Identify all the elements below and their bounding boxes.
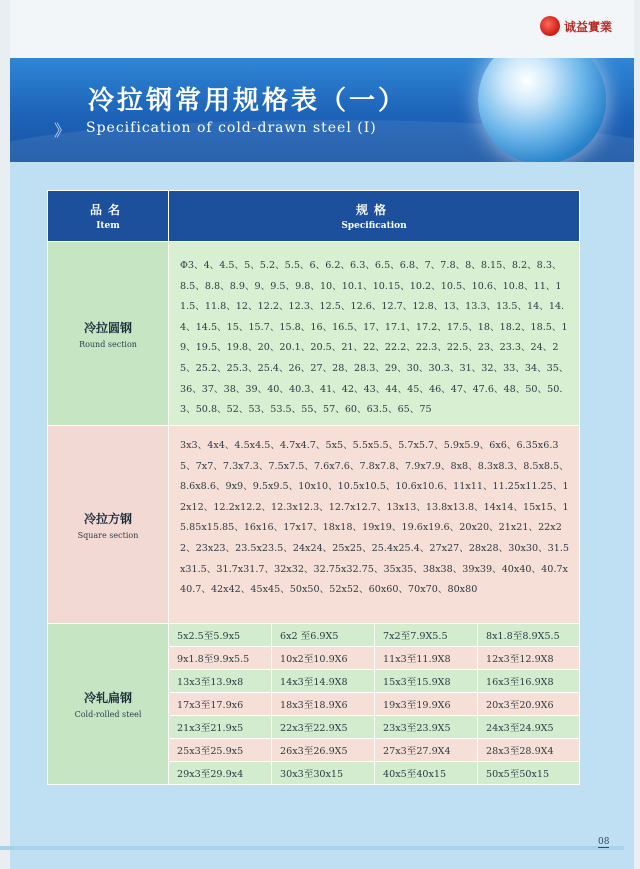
flat-cell: 19x3至19.9X6	[375, 693, 478, 716]
flat-cell: 29x3至29.9x4	[169, 762, 272, 785]
page-title: 冷拉钢常用规格表（一）	[88, 86, 408, 116]
flat-cell: 23x3至23.9X5	[375, 716, 478, 739]
title-banner	[10, 58, 634, 162]
flat-cell: 16x3至16.9X8	[478, 670, 580, 693]
flat-cell: 21x3至21.9x5	[169, 716, 272, 739]
flat-cell: 14x3至14.9X8	[272, 670, 375, 693]
company-logo	[540, 16, 612, 36]
logo-emblem-icon	[540, 16, 560, 36]
flat-cell: 9x1.8至9.9x5.5	[169, 647, 272, 670]
flat-cell: 22x3至22.9X5	[272, 716, 375, 739]
header-specification: 规格 Specification	[169, 191, 580, 242]
flat-cell: 12x3至12.9X8	[478, 647, 580, 670]
square-section-specs: 3x3、4x4、4.5x4.5、4.7x4.7、5x5、5.5x5.5、5.7x5.7、5.9x5.9、6x6、6.35x6.35、7x7、7.3x7.3、7.5x7.5、7.6x7.6、7.8x7.8、7.9x7.9、8x8、8.3x8.3、8.5x8.5、8.6x8.6、9x9、9.5x9.5、10x10、10.5x10.5、10.6x10.6、11x11、11.25x11.25、12x12、12.2x12.2、12.3x12.3、12.7x12.7、13x13、13.8x13.8、14x14、15x15、15.85x15.85、16x16、17x17、18x18、19x19、19.6x19.6、20x20、21x21、22x22、23x23、23.5x23.5、24x24、25x25、25.4x25.4、27x27、28x28、30x30、31.5x31.5、31.7x31.7、32x32、32.75x32.75、35x35、38x38、39x39、40x40、40.7x40.7、42x42、45x45、50x50、52x52、60x60、70x70、80x80	[169, 426, 580, 624]
flat-cell: 6x2 至6.9X5	[272, 624, 375, 647]
flat-cell: 5x2.5至5.9x5	[169, 624, 272, 647]
round-section-specs: Φ3、4、4.5、5、5.2、5.5、6、6.2、6.3、6.5、6.8、7、7.8、8、8.15、8.2、8.3、8.5、8.8、8.9、9、9.5、9.8、10、10.1、10.15、10.2、10.5、10.6、10.8、11、11.5、11.8、12、12.2、12.3、12.5、12.6、12.7、12.8、13、13.3、13.5、14、14.4、14.5、15、15.7、15.8、16、16.5、17、17.1、17.2、17.5、18、18.2、18.5、19、19.5、19.8、20、20.1、20.5、21、22、22.2、22.3、22.5、23、23.3、24、25、25.2、25.3、25.4、26、27、28、28.3、29、30、30.3、31、32、33、34、35、36、37、38、39、40、40.3、41、42、43、44、45、46、47、47.6、48、50、50.3、50.8、52、53、53.5、55、57、60、63.5、65、75	[169, 242, 580, 426]
round-section-row	[48, 242, 580, 426]
page-subtitle: Specification of cold-drawn steel (I)	[86, 120, 377, 136]
flat-cell: 27x3至27.9X4	[375, 739, 478, 762]
chevron-right-icon: 》	[54, 121, 71, 140]
square-section-label: 冷拉方钢 Square section	[48, 426, 169, 624]
flat-cell: 13x3至13.9x8	[169, 670, 272, 693]
header-item: 品名 Item	[48, 191, 169, 242]
top-strip	[10, 0, 634, 58]
flat-row	[48, 624, 580, 647]
specification-table	[47, 190, 580, 785]
round-section-label: 冷拉圆钢 Round section	[48, 242, 169, 426]
flat-cell: 18x3至18.9X6	[272, 693, 375, 716]
flat-cell: 10x2至10.9X6	[272, 647, 375, 670]
flat-cell: 26x3至26.9X5	[272, 739, 375, 762]
flat-cell: 7x2至7.9X5.5	[375, 624, 478, 647]
footer-line	[0, 846, 624, 850]
flat-cell: 11x3至11.9X8	[375, 647, 478, 670]
flat-cell: 50x5至50x15	[478, 762, 580, 785]
logo-text: 诚益實業	[563, 19, 612, 34]
table-header-row	[48, 191, 580, 242]
flat-cell: 24x3至24.9X5	[478, 716, 580, 739]
square-section-row	[48, 426, 580, 624]
page-number: 08	[598, 837, 610, 847]
flat-cell: 17x3至17.9x6	[169, 693, 272, 716]
flat-cell: 8x1.8至8.9X5.5	[478, 624, 580, 647]
flat-section-label: 冷轧扁钢 Cold-rolled steel	[48, 624, 169, 785]
flat-cell: 20x3至20.9X6	[478, 693, 580, 716]
flat-cell: 40x5至40x15	[375, 762, 478, 785]
flat-cell: 28x3至28.9X4	[478, 739, 580, 762]
flat-cell: 30x3至30x15	[272, 762, 375, 785]
flat-cell: 15x3至15.9X8	[375, 670, 478, 693]
flat-cell: 25x3至25.9x5	[169, 739, 272, 762]
